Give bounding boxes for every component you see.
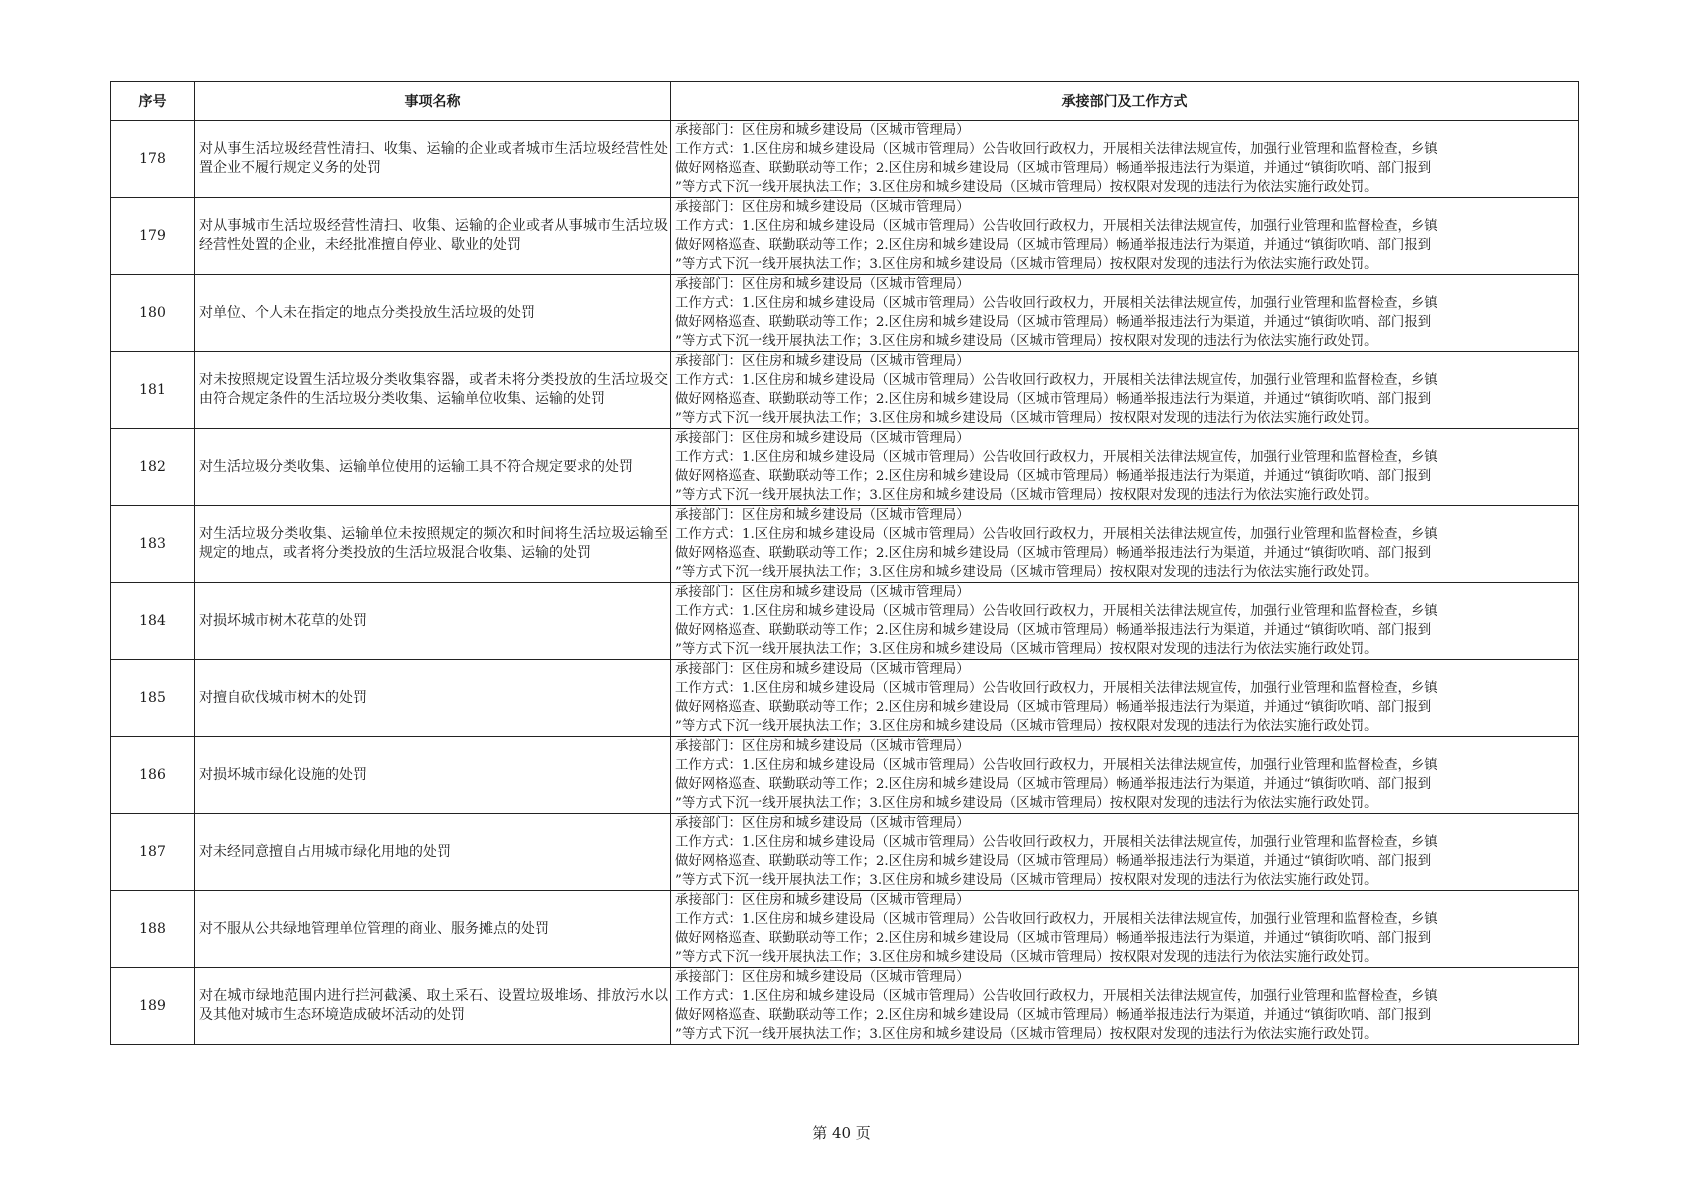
row-serial-no: 184: [111, 583, 195, 660]
dept-method-line: 工作方式：1.区住房和城乡建设局（区城市管理局）公告收回行政权力，开展相关法律法规宣传，加强行业管理和监督检查，乡镇: [675, 989, 1438, 1004]
row-dept-method: [671, 429, 1579, 506]
row-item-name: 对擅自砍伐城市树木的处罚: [195, 660, 671, 737]
row-item-name: 对未经同意擅自占用城市绿化用地的处罚: [195, 814, 671, 891]
row-serial-no: 187: [111, 814, 195, 891]
dept-method-line: 做好网格巡查、联勤联动等工作；2.区住房和城乡建设局（区城市管理局）畅通举报违法行为渠道，并通过“镇街吹哨、部门报到: [675, 623, 1432, 638]
dept-method-line: 工作方式：1.区住房和城乡建设局（区城市管理局）公告收回行政权力，开展相关法律法规宣传，加强行业管理和监督检查，乡镇: [675, 219, 1438, 234]
dept-method-line: 做好网格巡查、联勤联动等工作；2.区住房和城乡建设局（区城市管理局）畅通举报违法行为渠道，并通过“镇街吹哨、部门报到: [675, 777, 1432, 792]
dept-method-line: 做好网格巡查、联勤联动等工作；2.区住房和城乡建设局（区城市管理局）畅通举报违法行为渠道，并通过“镇街吹哨、部门报到: [675, 700, 1432, 715]
dept-method-line: 做好网格巡查、联勤联动等工作；2.区住房和城乡建设局（区城市管理局）畅通举报违法行为渠道，并通过“镇街吹哨、部门报到: [675, 392, 1432, 407]
items-table: [110, 81, 1579, 1045]
dept-method-line: 承接部门：区住房和城乡建设局（区城市管理局）: [675, 277, 970, 292]
row-dept-method: [671, 275, 1579, 352]
dept-method-line: 工作方式：1.区住房和城乡建设局（区城市管理局）公告收回行政权力，开展相关法律法规宣传，加强行业管理和监督检查，乡镇: [675, 373, 1438, 388]
table-row: [111, 891, 1579, 968]
dept-method-line: 做好网格巡查、联勤联动等工作；2.区住房和城乡建设局（区城市管理局）畅通举报违法行为渠道，并通过“镇街吹哨、部门报到: [675, 238, 1432, 253]
dept-method-line: ”等方式下沉一线开展执法工作；3.区住房和城乡建设局（区城市管理局）按权限对发现的违法行为依法实施行政处罚。: [675, 642, 1378, 657]
dept-method-line: 做好网格巡查、联勤联动等工作；2.区住房和城乡建设局（区城市管理局）畅通举报违法行为渠道，并通过“镇街吹哨、部门报到: [675, 1008, 1432, 1023]
dept-method-line: 工作方式：1.区住房和城乡建设局（区城市管理局）公告收回行政权力，开展相关法律法规宣传，加强行业管理和监督检查，乡镇: [675, 450, 1438, 465]
dept-method-line: 承接部门：区住房和城乡建设局（区城市管理局）: [675, 508, 970, 523]
row-serial-no: 185: [111, 660, 195, 737]
dept-method-line: 承接部门：区住房和城乡建设局（区城市管理局）: [675, 662, 970, 677]
table-row: [111, 352, 1579, 429]
dept-method-line: 承接部门：区住房和城乡建设局（区城市管理局）: [675, 200, 970, 215]
row-dept-method: [671, 506, 1579, 583]
dept-method-line: ”等方式下沉一线开展执法工作；3.区住房和城乡建设局（区城市管理局）按权限对发现的违法行为依法实施行政处罚。: [675, 488, 1378, 503]
page-number: 第 40 页: [812, 1124, 871, 1142]
row-dept-method: [671, 352, 1579, 429]
dept-method-line: ”等方式下沉一线开展执法工作；3.区住房和城乡建设局（区城市管理局）按权限对发现的违法行为依法实施行政处罚。: [675, 950, 1378, 965]
dept-method-line: 工作方式：1.区住房和城乡建设局（区城市管理局）公告收回行政权力，开展相关法律法规宣传，加强行业管理和监督检查，乡镇: [675, 604, 1438, 619]
dept-method-line: 做好网格巡查、联勤联动等工作；2.区住房和城乡建设局（区城市管理局）畅通举报违法行为渠道，并通过“镇街吹哨、部门报到: [675, 546, 1432, 561]
dept-method-line: 承接部门：区住房和城乡建设局（区城市管理局）: [675, 123, 970, 138]
table-row: [111, 737, 1579, 814]
dept-method-line: 工作方式：1.区住房和城乡建设局（区城市管理局）公告收回行政权力，开展相关法律法规宣传，加强行业管理和监督检查，乡镇: [675, 527, 1438, 542]
table-row: [111, 275, 1579, 352]
row-dept-method: [671, 583, 1579, 660]
table-row: [111, 506, 1579, 583]
header-serial-no: 序号: [111, 82, 195, 121]
dept-method-line: 承接部门：区住房和城乡建设局（区城市管理局）: [675, 816, 970, 831]
table-row: [111, 660, 1579, 737]
table-row: [111, 198, 1579, 275]
dept-method-line: 工作方式：1.区住房和城乡建设局（区城市管理局）公告收回行政权力，开展相关法律法规宣传，加强行业管理和监督检查，乡镇: [675, 296, 1438, 311]
row-item-name: 对单位、个人未在指定的地点分类投放生活垃圾的处罚: [195, 275, 671, 352]
dept-method-line: ”等方式下沉一线开展执法工作；3.区住房和城乡建设局（区城市管理局）按权限对发现的违法行为依法实施行政处罚。: [675, 873, 1378, 888]
row-serial-no: 179: [111, 198, 195, 275]
table-row: [111, 814, 1579, 891]
row-serial-no: 186: [111, 737, 195, 814]
row-dept-method: [671, 198, 1579, 275]
row-serial-no: 178: [111, 121, 195, 198]
dept-method-line: 做好网格巡查、联勤联动等工作；2.区住房和城乡建设局（区城市管理局）畅通举报违法行为渠道，并通过“镇街吹哨、部门报到: [675, 931, 1432, 946]
dept-method-line: 做好网格巡查、联勤联动等工作；2.区住房和城乡建设局（区城市管理局）畅通举报违法行为渠道，并通过“镇街吹哨、部门报到: [675, 315, 1432, 330]
dept-method-line: 做好网格巡查、联勤联动等工作；2.区住房和城乡建设局（区城市管理局）畅通举报违法行为渠道，并通过“镇街吹哨、部门报到: [675, 854, 1432, 869]
row-item-name: 对在城市绿地范围内进行拦河截溪、取土采石、设置垃圾堆场、排放污水以及其他对城市生态环境造成破坏活动的处罚: [195, 968, 671, 1045]
dept-method-line: 工作方式：1.区住房和城乡建设局（区城市管理局）公告收回行政权力，开展相关法律法规宣传，加强行业管理和监督检查，乡镇: [675, 142, 1438, 157]
dept-method-line: ”等方式下沉一线开展执法工作；3.区住房和城乡建设局（区城市管理局）按权限对发现的违法行为依法实施行政处罚。: [675, 411, 1378, 426]
row-serial-no: 189: [111, 968, 195, 1045]
table-body: [111, 121, 1579, 1045]
row-serial-no: 182: [111, 429, 195, 506]
row-item-name: 对未按照规定设置生活垃圾分类收集容器，或者未将分类投放的生活垃圾交由符合规定条件的生活垃圾分类收集、运输单位收集、运输的处罚: [195, 352, 671, 429]
header-row: [111, 82, 1579, 121]
row-serial-no: 180: [111, 275, 195, 352]
row-dept-method: [671, 660, 1579, 737]
row-dept-method: [671, 814, 1579, 891]
dept-method-line: 工作方式：1.区住房和城乡建设局（区城市管理局）公告收回行政权力，开展相关法律法规宣传，加强行业管理和监督检查，乡镇: [675, 912, 1438, 927]
dept-method-line: 承接部门：区住房和城乡建设局（区城市管理局）: [675, 431, 970, 446]
dept-method-line: 工作方式：1.区住房和城乡建设局（区城市管理局）公告收回行政权力，开展相关法律法规宣传，加强行业管理和监督检查，乡镇: [675, 835, 1438, 850]
document-sheet: [110, 81, 1578, 1045]
row-item-name: 对损坏城市树木花草的处罚: [195, 583, 671, 660]
row-dept-method: [671, 121, 1579, 198]
row-item-name: 对从事城市生活垃圾经营性清扫、收集、运输的企业或者从事城市生活垃圾经营性处置的企业，未经批准擅自停业、歇业的处罚: [195, 198, 671, 275]
dept-method-line: 做好网格巡查、联勤联动等工作；2.区住房和城乡建设局（区城市管理局）畅通举报违法行为渠道，并通过“镇街吹哨、部门报到: [675, 161, 1432, 176]
table-row: [111, 429, 1579, 506]
dept-method-line: 承接部门：区住房和城乡建设局（区城市管理局）: [675, 739, 970, 754]
row-item-name: 对不服从公共绿地管理单位管理的商业、服务摊点的处罚: [195, 891, 671, 968]
table-row: [111, 968, 1579, 1045]
dept-method-line: ”等方式下沉一线开展执法工作；3.区住房和城乡建设局（区城市管理局）按权限对发现的违法行为依法实施行政处罚。: [675, 257, 1378, 272]
row-serial-no: 183: [111, 506, 195, 583]
dept-method-line: 做好网格巡查、联勤联动等工作；2.区住房和城乡建设局（区城市管理局）畅通举报违法行为渠道，并通过“镇街吹哨、部门报到: [675, 469, 1432, 484]
dept-method-line: ”等方式下沉一线开展执法工作；3.区住房和城乡建设局（区城市管理局）按权限对发现的违法行为依法实施行政处罚。: [675, 180, 1378, 195]
row-item-name: 对生活垃圾分类收集、运输单位使用的运输工具不符合规定要求的处罚: [195, 429, 671, 506]
row-item-name: 对生活垃圾分类收集、运输单位未按照规定的频次和时间将生活垃圾运输至规定的地点，或者将分类投放的生活垃圾混合收集、运输的处罚: [195, 506, 671, 583]
header-dept-method: 承接部门及工作方式: [671, 82, 1579, 121]
row-dept-method: [671, 968, 1579, 1045]
header-item-name: 事项名称: [195, 82, 671, 121]
row-item-name: 对从事生活垃圾经营性清扫、收集、运输的企业或者城市生活垃圾经营性处置企业不履行规定义务的处罚: [195, 121, 671, 198]
dept-method-line: ”等方式下沉一线开展执法工作；3.区住房和城乡建设局（区城市管理局）按权限对发现的违法行为依法实施行政处罚。: [675, 334, 1378, 349]
row-dept-method: [671, 737, 1579, 814]
dept-method-line: 承接部门：区住房和城乡建设局（区城市管理局）: [675, 970, 970, 985]
dept-method-line: 承接部门：区住房和城乡建设局（区城市管理局）: [675, 585, 970, 600]
dept-method-line: 承接部门：区住房和城乡建设局（区城市管理局）: [675, 893, 970, 908]
dept-method-line: 承接部门：区住房和城乡建设局（区城市管理局）: [675, 354, 970, 369]
dept-method-line: ”等方式下沉一线开展执法工作；3.区住房和城乡建设局（区城市管理局）按权限对发现的违法行为依法实施行政处罚。: [675, 719, 1378, 734]
dept-method-line: 工作方式：1.区住房和城乡建设局（区城市管理局）公告收回行政权力，开展相关法律法规宣传，加强行业管理和监督检查，乡镇: [675, 758, 1438, 773]
dept-method-line: ”等方式下沉一线开展执法工作；3.区住房和城乡建设局（区城市管理局）按权限对发现的违法行为依法实施行政处罚。: [675, 1027, 1378, 1042]
dept-method-line: ”等方式下沉一线开展执法工作；3.区住房和城乡建设局（区城市管理局）按权限对发现的违法行为依法实施行政处罚。: [675, 565, 1378, 580]
table-row: [111, 121, 1579, 198]
row-item-name: 对损坏城市绿化设施的处罚: [195, 737, 671, 814]
table-row: [111, 583, 1579, 660]
row-dept-method: [671, 891, 1579, 968]
row-serial-no: 181: [111, 352, 195, 429]
dept-method-line: 工作方式：1.区住房和城乡建设局（区城市管理局）公告收回行政权力，开展相关法律法规宣传，加强行业管理和监督检查，乡镇: [675, 681, 1438, 696]
dept-method-line: ”等方式下沉一线开展执法工作；3.区住房和城乡建设局（区城市管理局）按权限对发现的违法行为依法实施行政处罚。: [675, 796, 1378, 811]
row-serial-no: 188: [111, 891, 195, 968]
table-header: [111, 82, 1579, 121]
